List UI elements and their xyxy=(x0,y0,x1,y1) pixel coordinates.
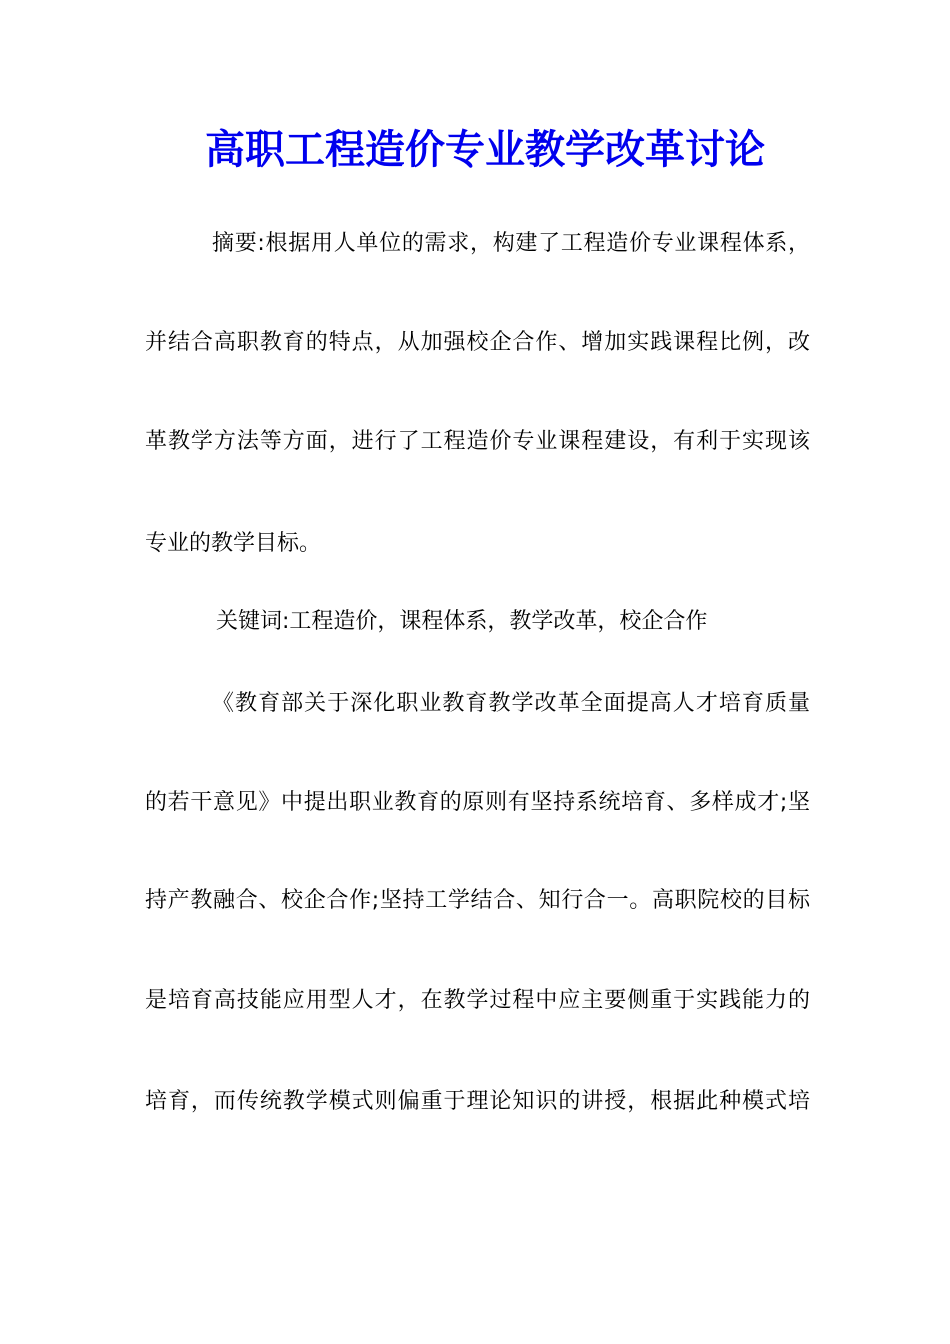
body-line: 《教育部关于深化职业教育教学改革全面提高人才培育质量 xyxy=(212,691,810,716)
keywords-line: 关键词:工程造价，课程体系，教学改革，校企合作 xyxy=(216,609,708,634)
body-line: 的若干意见》中提出职业教育的原则有坚持系统培育、多样成才;坚 xyxy=(145,790,810,815)
body-line: 持产教融合、校企合作;坚持工学结合、知行合一。高职院校的目标 xyxy=(145,888,810,913)
body-line: 培育，而传统教学模式则偏重于理论知识的讲授，根据此种模式培 xyxy=(145,1089,810,1114)
body-line: 是培育高技能应用型人才，在教学过程中应主要侧重于实践能力的 xyxy=(145,988,810,1013)
abstract-line: 专业的教学目标。 xyxy=(145,531,322,556)
abstract-line: 革教学方法等方面，进行了工程造价专业课程建设，有利于实现该 xyxy=(145,429,810,454)
abstract-line: 并结合高职教育的特点，从加强校企合作、增加实践课程比例，改 xyxy=(145,330,810,355)
abstract-line: 摘要:根据用人单位的需求，构建了工程造价专业课程体系， xyxy=(212,231,810,256)
document-title: 高职工程造价专业教学改革讨论 xyxy=(205,126,765,173)
